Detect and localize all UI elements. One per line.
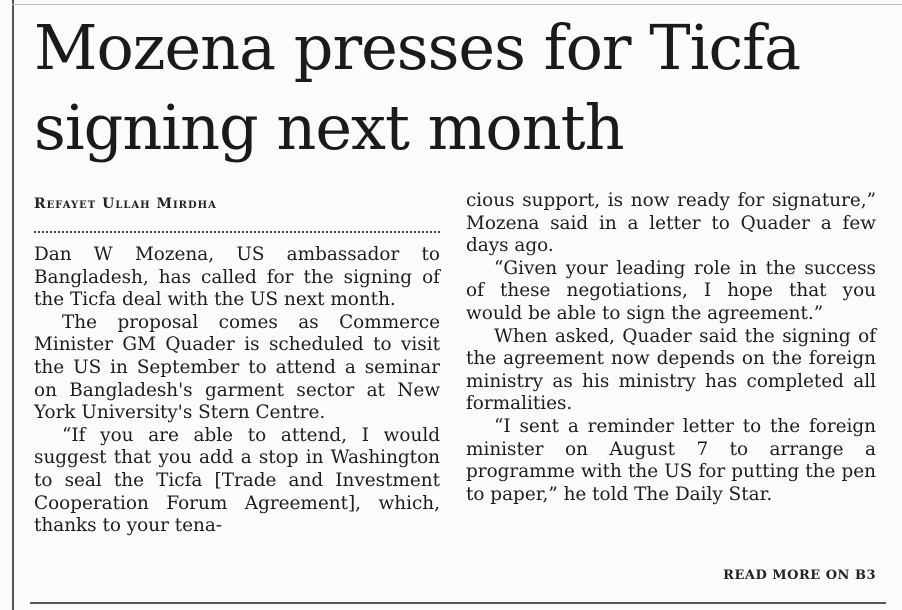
left-rule <box>12 0 14 610</box>
paragraph: cious support, is now ready for signature,” Mozena said in a letter to Quader a few days ago. <box>466 190 876 257</box>
byline: Refayet Ullah Mirdha <box>34 196 217 212</box>
paragraph: The proposal comes as Commerce Minister GM Quader is scheduled to visit the US in September to attend a seminar on Bangladesh's garment sector at New York University's Stern Centre. <box>34 311 440 424</box>
paragraph: Dan W Mozena, US ambassador to Bangladesh, has called for the signing of the Ticfa deal with the US next month. <box>34 244 440 311</box>
read-more-link[interactable]: READ MORE ON B3 <box>723 568 876 583</box>
paragraph: “If you are able to attend, I would suggest that you add a stop in Washington to seal the Ticfa [Trade and Investment Cooperation Forum Agreement], which, thanks to your tena- <box>34 424 440 537</box>
paragraph: “Given your leading role in the success of these negotiations, I hope that you would be able to sign the agreement.” <box>466 257 876 324</box>
headline-line-1: Mozena presses for Ticfa <box>34 11 801 84</box>
paragraph: When asked, Quader said the signing of the agreement now depends on the foreign ministry as his ministry has completed all formalities. <box>466 325 876 415</box>
headline-line-2: signing next month <box>34 91 624 164</box>
article-column-2 <box>466 190 876 506</box>
paragraph: “I sent a reminder letter to the foreign minister on August 7 to arrange a programme with the US for putting the pen to paper,” he told The Daily Star. <box>466 415 876 505</box>
top-rule <box>12 4 902 5</box>
headline <box>34 8 884 168</box>
byline-dotted-divider <box>34 231 440 233</box>
article-column-1 <box>34 244 440 538</box>
bottom-rule <box>30 602 886 604</box>
